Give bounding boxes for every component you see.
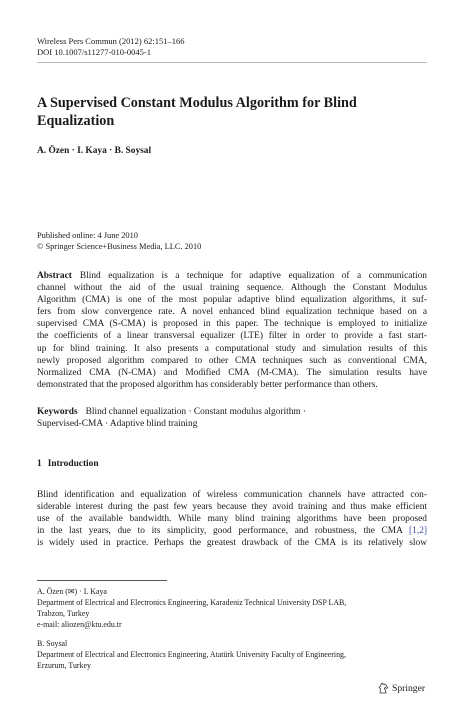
abstract-line: supervised CMA (S-CMA) is proposed in this paper. The technique is employed to initialize <box>37 319 427 330</box>
intro-line: Blind identification and equalization of wireless communication channels have attracted con- <box>37 490 427 500</box>
footnote-author1: A. Özen (✉) · I. Kaya <box>37 587 107 596</box>
keywords-line: Keywords Blind channel equalization · Constant modulus algorithm · <box>37 407 307 417</box>
section-heading <box>37 459 99 469</box>
footnote-affiliation1-city: Trabzon, Turkey <box>37 609 90 618</box>
footnote-author2: B. Soysal <box>37 639 68 648</box>
abstract-heading: Abstract <box>37 271 72 281</box>
intro-line: siderable interest during the past few years because they avoid training and thus make efficient <box>37 502 427 513</box>
introduction-text <box>37 489 427 549</box>
publication-date: Published online: 4 June 2010 <box>37 231 138 240</box>
section-title: Introduction <box>47 459 99 469</box>
footnote-rule <box>37 580 167 581</box>
header-rule <box>37 62 427 63</box>
title-line: Equalization <box>37 113 115 129</box>
abstract <box>37 270 427 391</box>
abstract-line: up for blind training. It also presents a computational study and simulation results of this <box>37 343 427 354</box>
abstract-line: Algorithm (CMA) is one of the most popular adaptive blind equalization algorithms, it suf- <box>37 295 427 306</box>
abstract-line: demonstrated that the proposed algorithm has considerably better performance than others. <box>37 379 378 390</box>
abstract-line: newly proposed algorithm compared to other CMA techniques such as conventional CMA, <box>37 355 427 366</box>
keywords-line: Supervised-CMA · Adaptive blind training <box>37 419 198 430</box>
author-list: A. Özen · I. Kaya · B. Soysal <box>37 146 152 156</box>
intro-line: use of the available bandwidth. While many blind training algorithms have been proposed <box>37 514 427 525</box>
publisher-logo <box>378 682 425 694</box>
footnote-email[interactable]: e-mail: aliozen@ktu.edu.tr <box>37 620 122 629</box>
abstract-line: Abstract Blind equalization is a technique for adaptive equalization of a communication <box>37 271 427 281</box>
footnote-affiliation2-city: Erzurum, Turkey <box>37 661 91 670</box>
keywords-heading: Keywords <box>37 407 78 417</box>
springer-horse-icon <box>378 682 389 694</box>
paper-title <box>37 94 427 130</box>
abstract-line: channel without the aid of the usual training sequence. Although the Constant Modulus <box>37 283 427 294</box>
title-line: A Supervised Constant Modulus Algorithm for Blind <box>37 95 357 111</box>
intro-line: in the last years, due to its simplicity, good performance, and robustness, the CMA [1,2] <box>37 526 428 537</box>
section-number: 1 <box>37 459 42 469</box>
journal-doi: DOI 10.1007/s11277-010-0045-1 <box>37 47 151 57</box>
abstract-line: fers from slow convergence rate. A novel enhanced blind equalization technique based on a <box>37 307 427 318</box>
citation-link[interactable]: [1,2] <box>409 526 428 537</box>
publisher-name: Springer <box>392 682 426 694</box>
journal-citation: Wireless Pers Commun (2012) 62:151–166 <box>37 36 185 46</box>
abstract-line: the coefficients of a linear transversal equalizer (LTE) filter in order to provide a fast start- <box>37 331 427 342</box>
footnote-affiliation2: Department of Electrical and Electronics Engineering, Atatürk University Faculty of Engineering, <box>37 650 346 659</box>
footnote-affiliation1: Department of Electrical and Electronics Engineering, Karadeniz Technical University DSP LAB, <box>37 598 347 607</box>
abstract-line: Normalized CMA (N-CMA) and Modified CMA (M-CMA). The simulation results have <box>37 367 427 378</box>
keywords <box>37 406 427 430</box>
copyright-notice: © Springer Science+Business Media, LLC. 2010 <box>37 242 202 251</box>
intro-line: is widely used in practice. Perhaps the greatest drawback of the CMA is its relatively slow <box>37 538 427 549</box>
